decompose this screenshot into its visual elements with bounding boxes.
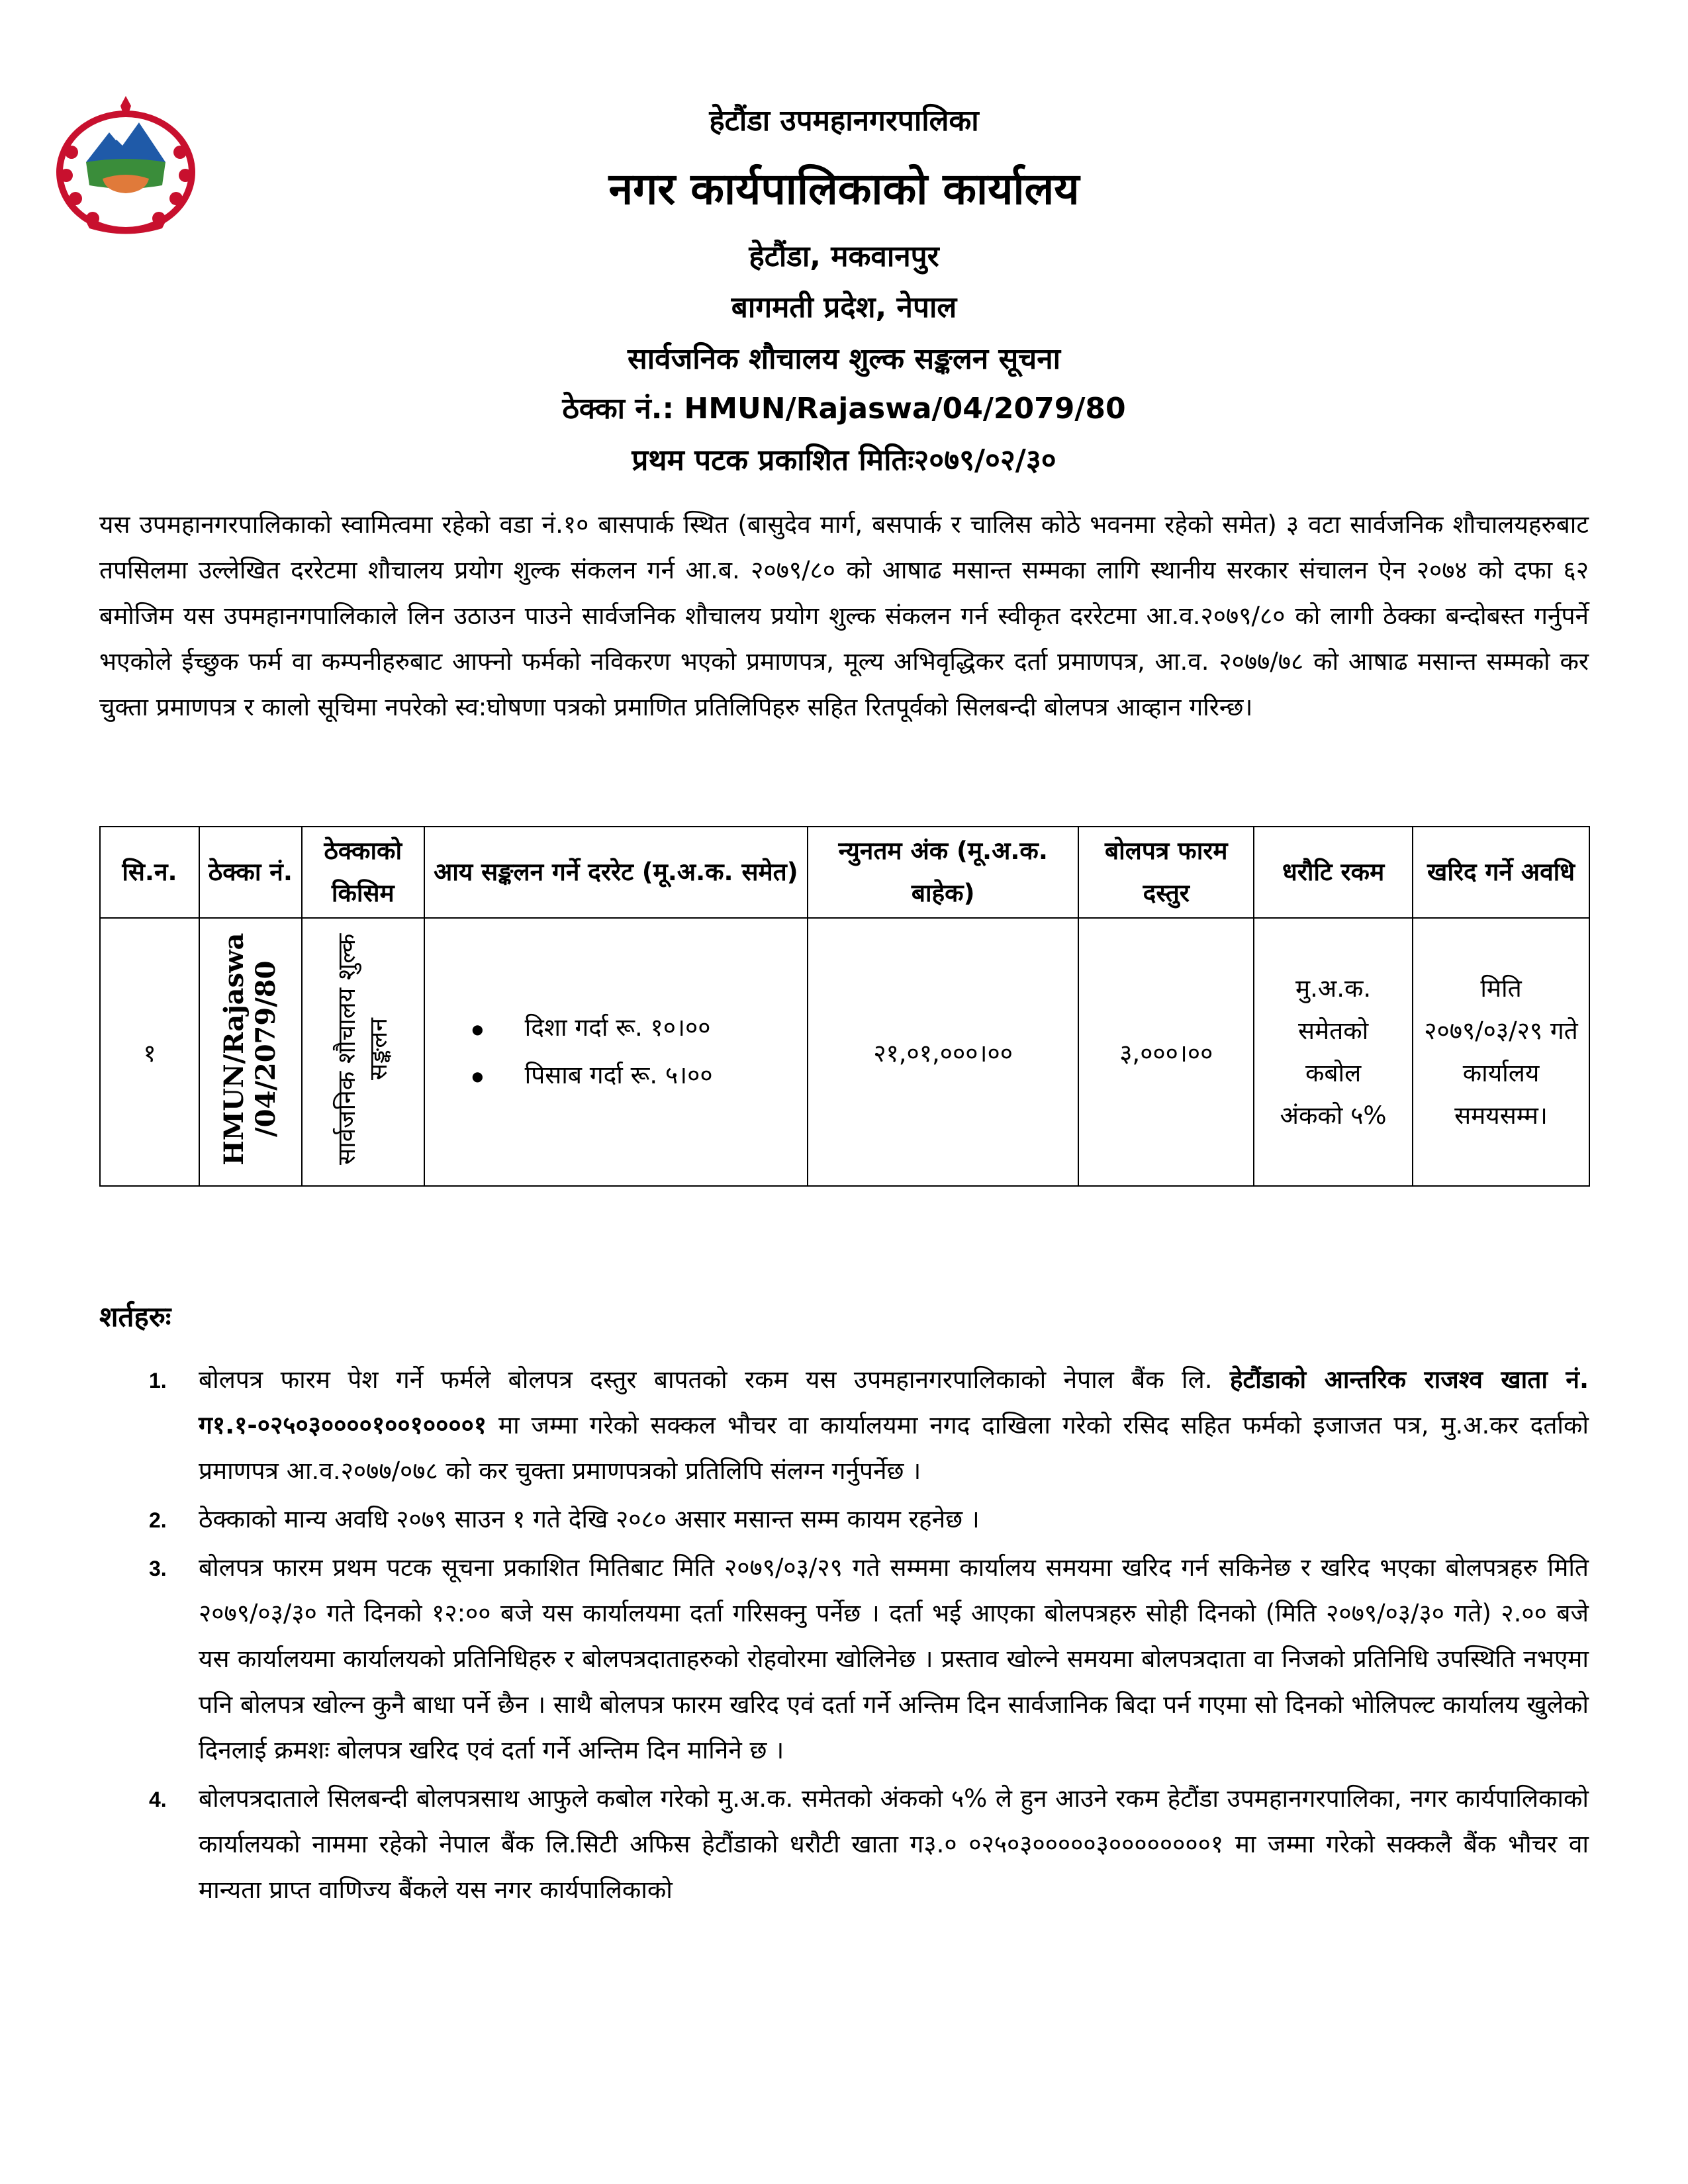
column-header: बोलपत्र फारम दस्तुर	[1078, 827, 1254, 918]
published-date: प्रथम पटक प्रकाशित मितिः२०७९/०२/३०	[632, 443, 1056, 477]
province: बागमती प्रदेश, नेपाल	[731, 291, 957, 324]
column-header: ठेक्का नं.	[199, 827, 302, 918]
cell-min-amount: २१,०१,०००।००	[808, 918, 1079, 1186]
cell-form-fee: ३,०००।००	[1078, 918, 1254, 1186]
table-header-row	[100, 827, 1589, 918]
intro-paragraph: यस उपमहानगरपालिकाको स्वामित्वमा रहेको वडा नं.१० बासपार्क स्थित (बासुदेव मार्ग, बसपार्क र चालिस कोठे भवनमा रहेको समेत) ३ वटा सार्वजनिक शौचालयहरुबाट तपसिलमा उल्लेखित दररेटमा शौचालय प्रयोग शुल्क संकलन गर्न आ.ब. २०७९/८० को आषाढ मसान्त सम्मका लागि स्थानीय सरकार संचालन ऐन २०७४ को दफा ६२ बमोजिम यस उपमहानगपालिकाले लिन उठाउन पाउने सार्वजनिक शौचालय प्रयोग शुल्क संकलन गर्न स्वीकृत दररेटमा आ.व.२०७९/८० को लागी ठेक्का बन्दोबस्त गर्नुपर्ने भएकोले ईच्छुक फर्म वा कम्पनीहरुबाट आफ्नो फर्मको नविकरण भएको प्रमाणपत्र, मूल्य अभिवृद्धिकर दर्ता प्रमाणपत्र, आ.व. २०७७/७८ को आषाढ मसान्त सम्मको कर चुक्ता प्रमाणपत्र र कालो सूचिमा नपरेको स्व:घोषणा पत्रको प्रमाणित प्रतिलिपिहरु सहित रितपूर्वको सिलबन्दी बोलपत्र आव्हान गरिन्छ।	[99, 510, 1589, 721]
column-header: सि.न.	[100, 827, 199, 918]
cell-contract-no	[199, 918, 302, 1186]
location: हेटौंडा, मकवानपुर	[749, 240, 939, 273]
cell-type	[302, 918, 424, 1186]
tender-table	[99, 826, 1590, 1187]
contract-type-text: सार्वजनिक शौचालय शुल्क सङ्कलन	[332, 933, 393, 1165]
condition-text: बोलपत्र फारम पेश गर्ने फर्मले बोलपत्र दस्तुर बापतको रकम यस उपमहानगरपालिकाको नेपाल बैंक लि.	[199, 1365, 1213, 1394]
condition-item	[99, 1496, 1589, 1542]
condition-number: 2.	[149, 1508, 167, 1532]
column-header: न्युनतम अंक (मू.अ.क. बाहेक)	[808, 827, 1079, 918]
table-row	[100, 918, 1589, 1186]
rate-item: ● दिशा गर्दा रू. १०।००	[472, 1005, 806, 1052]
condition-number: 3.	[149, 1557, 167, 1580]
condition-text: बोलपत्रदाताले सिलबन्दी बोलपत्रसाथ आफुले कबोल गरेको मु.अ.क. समेतको अंकको ५% ले हुन आउने रकम हेटौंडा उपमहानगरपालिका, नगर कार्यपालिकाको कार्यालयको नाममा रहेको नेपाल बैंक लि.सिटी अफिस हेटौंडाको धरौटी खाता ग३.० ०२५०३०००००३००००००००१ मा जम्मा गरेको सक्कलै बैंक भौचर वा मान्यता प्राप्त वाणिज्य बैंकले यस नगर कार्यपालिकाको	[199, 1784, 1589, 1904]
cell-rates	[424, 918, 808, 1186]
column-header: खरिद गर्ने अवधि	[1413, 827, 1589, 918]
condition-number: 1.	[149, 1369, 167, 1392]
condition-item	[99, 1776, 1589, 1913]
conditions-title: शर्तहरुः	[99, 1300, 171, 1333]
cell-sn: १	[100, 918, 199, 1186]
condition-text: बोलपत्र फारम प्रथम पटक सूचना प्रकाशित मितिबाट मिति २०७९/०३/२९ गते सम्ममा कार्यालय समयमा खरिद गर्न सकिनेछ र खरिद भएका बोलपत्रहरु मिति २०७९/०३/३० गते दिनको १२:०० बजे यस कार्यालयमा दर्ता गरिसक्नु पर्नेछ । दर्ता भई आएका बोलपत्रहरु सोही दिनको (मिति २०७९/०३/३० गते) २.०० बजे यस कार्यालयमा कार्यालयको प्रतिनिधिहरु र बोलपत्रदाताहरुको रोहवोरमा खोलिनेछ । प्रस्ताव खोल्ने समयमा बोलपत्रदाता वा निजको प्रतिनिधि उपस्थिति नभएमा पनि बोलपत्र खोल्न कुनै बाधा पर्ने छैन । साथै बोलपत्र फारम खरिद एवं दर्ता गर्ने अन्तिम दिन सार्वजानिक बिदा पर्न गएमा सो दिनको भोलिपल्ट कार्यालय खुलेको दिनलाई क्रमशः बोलपत्र खरिद एवं दर्ता गर्ने अन्तिम दिन मानिने छ ।	[199, 1553, 1589, 1764]
cell-deposit: मु.अ.क. समेतको कबोल अंकको ५%	[1254, 918, 1413, 1186]
conditions-list	[99, 1357, 1589, 1915]
municipality-name: हेटौंडा उपमहानगरपालिका	[709, 104, 979, 138]
contract-no-text: HMUN/Rajaswa /04/2079/80	[218, 933, 282, 1165]
cell-period: मिति २०७९/०३/२९ गते कार्यालय समयसम्म।	[1413, 918, 1589, 1186]
condition-item	[99, 1545, 1589, 1773]
condition-number: 4.	[149, 1788, 167, 1811]
contract-number: ठेक्का नं.: HMUN/Rajaswa/04/2079/80	[562, 392, 1126, 426]
column-header: धरौटि रकम	[1254, 827, 1413, 918]
column-header: आय सङ्कलन गर्ने दररेट (मू.अ.क. समेत)	[424, 827, 808, 918]
account-number-text: हेटौंडाको आन्तरिक राजश्व खाता नं. ग१.१-०२५०३००००१००१००००१	[199, 1365, 1589, 1439]
notice-title: सार्वजनिक शौचालय शुल्क सङ्कलन सूचना	[627, 342, 1061, 376]
rate-list	[472, 1005, 806, 1099]
condition-text: मा जम्मा गरेको सक्कल भौचर वा कार्यालयमा नगद दाखिला गरेको रसिद सहित फर्मको इजाजत पत्र, मु.अ.कर दर्ताको प्रमाणपत्र आ.व.२०७७/०७८ को कर चुक्ता प्रमाणपत्रको प्रतिलिपि संलग्न गर्नुपर्नेछ ।	[199, 1411, 1589, 1485]
column-header: ठेक्काको किसिम	[302, 827, 424, 918]
office-title: नगर कार्यपालिकाको कार्यालय	[608, 163, 1080, 214]
condition-item	[99, 1357, 1589, 1494]
condition-text: ठेक्काको मान्य अवधि २०७९ साउन १ गते देखि २०८० असार मसान्त सम्म कायम रहनेछ ।	[199, 1505, 980, 1533]
rate-item: ● पिसाब गर्दा रू. ५।००	[472, 1052, 806, 1100]
